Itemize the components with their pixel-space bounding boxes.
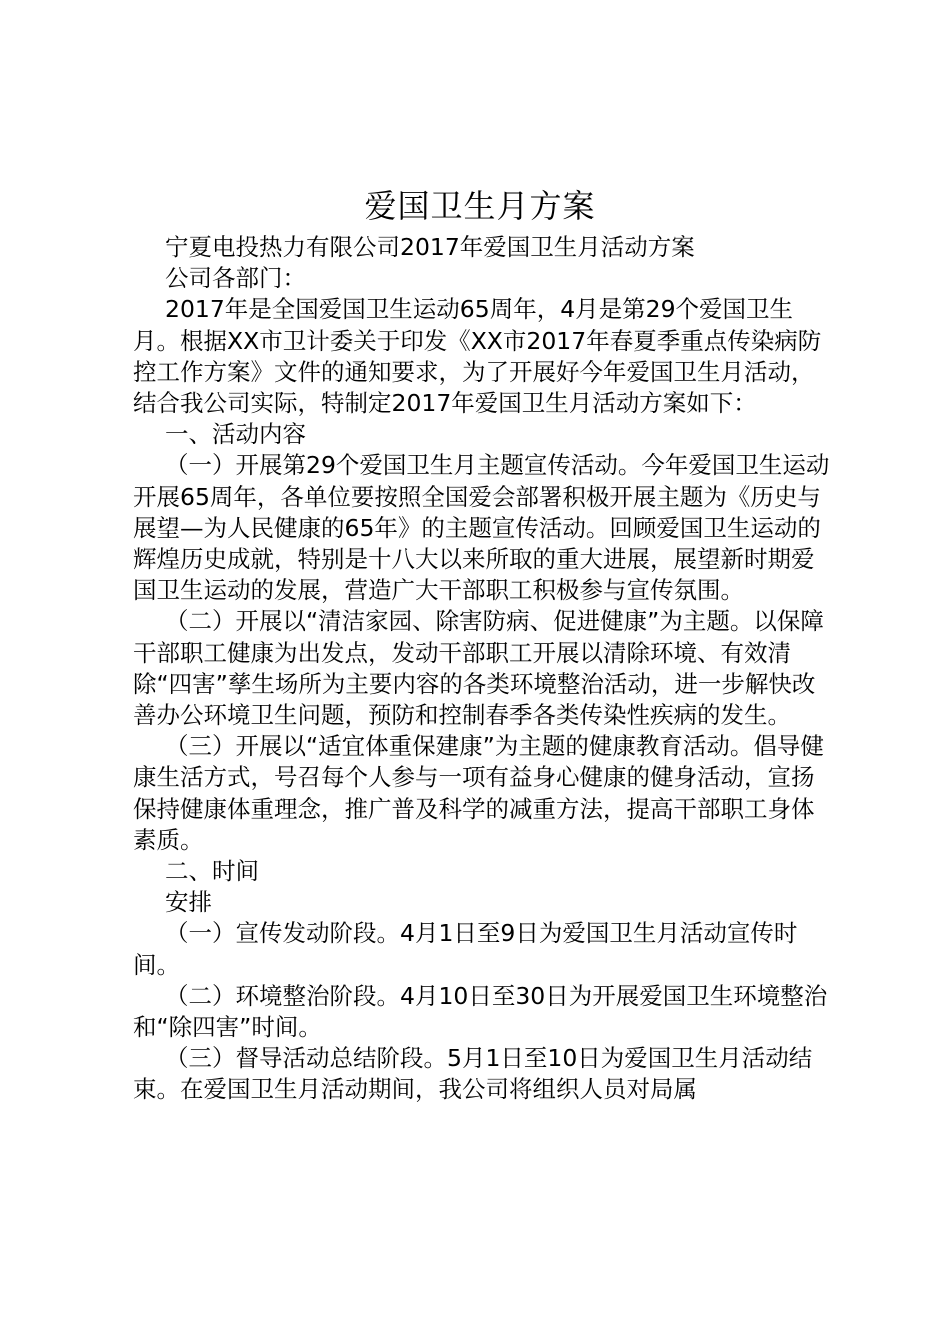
section-heading-arrangement: 安排 [165,888,212,917]
paragraph-stage-1: （一）宣传发动阶段。4月1日至9日为爱国卫生月活动宣传时间。 [133,919,798,979]
document-title: 爱国卫生月方案 [364,187,596,225]
paragraph-intro: 2017年是全国爱国卫生运动65周年，4月是第29个爱国卫生月。根据XX市卫计委关于印发《XX市2017年春夏季重点传染病防控工作方案》文件的通知要求，为了开展好今年爱国卫生月活动，结合我公司实际，特制定2017年爱国卫生月活动方案如下： [133,295,822,418]
document-body [133,232,833,1106]
paragraph-item-1: （一）开展第29个爱国卫生月主题宣传活动。今年爱国卫生运动开展65周年，各单位要按照全国爱会部署积极开展主题为《历史与展望—为人民健康的65年》的主题宣传活动。回顾爱国卫生运动的辉煌历史成就，特别是十八大以来所取的重大进展，展望新时期爱国卫生运动的发展，营造广大干部职工积极参与宣传氛围。 [133,451,830,605]
section-heading-content: 一、活动内容 [165,420,306,449]
section-heading-time: 二、时间 [165,857,259,886]
paragraph-subtitle: 宁夏电投热力有限公司2017年爱国卫生月活动方案 [165,233,695,261]
paragraph-item-2: （二）开展以“清洁家园、除害防病、促进健康”为主题。以保障干部职工健康为出发点，发动干部职工开展以清除环境、有效清除“四害”孳生场所为主要内容的各类环境整治活动，进一步解快改善办公环境卫生问题，预防和控制春季各类传染性疾病的发生。 [133,607,824,730]
paragraph-item-3: （三）开展以“适宜体重保建康”为主题的健康教育活动。倡导健康生活方式，号召每个人参与一项有益身心健康的健身活动，宣扬保持健康体重理念，推广普及科学的减重方法，提高干部职工身体素质。 [133,732,824,854]
paragraph-stage-2: （二）环境整治阶段。4月10日至30日为开展爱国卫生环境整治和“除四害”时间。 [133,981,828,1042]
paragraph-stage-3: （三）督导活动总结阶段。5月1日至10日为爱国卫生月活动结束。在爱国卫生月活动期间，我公司将组织人员对局属 [133,1044,813,1104]
paragraph-salutation: 公司各部门： [165,264,306,293]
